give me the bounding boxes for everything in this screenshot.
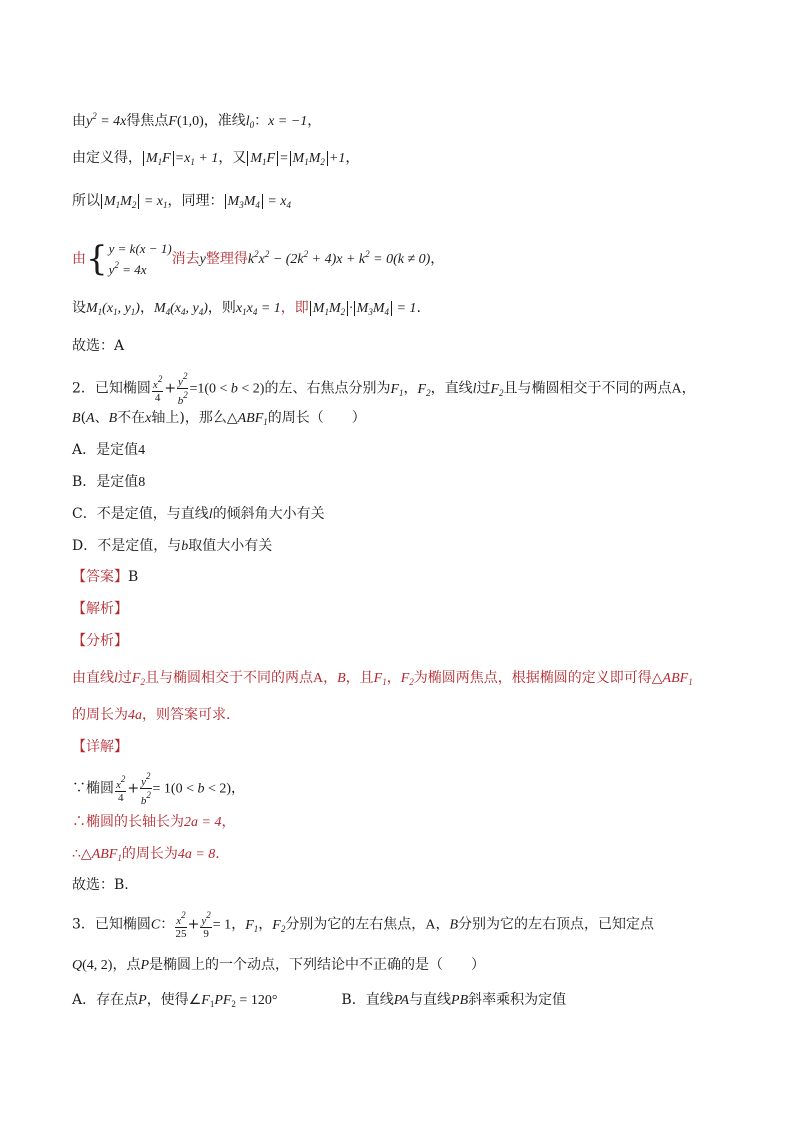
prev-line-focus-directrix: 由$y^2 = 4x$得焦点F(1,0)，准线$l_0$：x = −1， [72, 111, 322, 130]
prev-line-therefore: 所以 $M_1M_2 = x_1$，同理： $M_3M_4 = x_4$ [72, 193, 292, 210]
prev-line-points: 设$M_1(x_1$, $y_1$)，$M_4(x_4$, $y_4$)，则$x_1x_4 = 1$，即 $M_1M_2 \cdot M_3M_4 = 1$. [72, 300, 421, 317]
q2-detail-tag: 【详解】 [72, 739, 128, 755]
equation-system: { y = k(x − 1) $y^2 = 4x$ [86, 239, 172, 279]
q2-analysis-tag: 【解析】 [72, 601, 128, 617]
q2-option-a[interactable]: A．是定值4 [72, 442, 146, 458]
q2-option-c[interactable]: C．不是定值，与直线l的倾斜角大小有关 [72, 506, 325, 522]
q2-fenxi-tag: 【分析】 [72, 633, 128, 649]
prev-line-system: 由 { y = k(x − 1) $y^2 = 4x$ 消去y整理得$k^2x^2 - (2k^2 + 4)x + k^2 = 0(k \ne 0)$， [72, 239, 445, 279]
q2-detail-line1: ∵椭圆 $\frac{x^2}{4}$ + $\frac{y^2}{b^2}$ = 1(0 < b < 2)， [72, 771, 246, 807]
q2-stem-line1: 2．已知椭圆 $\frac{x^2}{4}$ + $\frac{y^2}{b^2}$ =1(0 < b < 2)的左、右焦点分别为$F_1$，$F_2$，直线l过$F_2$且与椭圆相交于不同的两点A， [72, 371, 696, 407]
q2-fenxi-line1: 由直线l过$F_2$且与椭圆相交于不同的两点A，B，且$F_1$，$F_2$为椭圆两焦点，根据椭圆的定义即可得$\triangle ABF_1$ [72, 670, 693, 687]
q2-detail-line3: $\therefore\triangle ABF_1$的周长为4a = 8. [72, 846, 220, 863]
q3-stem-line2: Q(4, 2)，点P是椭圆上的一个动点，下列结论中不正确的是（ ） [72, 957, 486, 973]
q2-answer: 【答案】B [72, 569, 139, 585]
q3-option-b[interactable]: B．直线PA与直线PB斜率乘积为定值 [341, 992, 567, 1008]
q2-detail-line2: ∴椭圆的长轴长为2a = 4， [72, 814, 236, 830]
q2-fenxi-line2: 的周长为4a，则答案可求. [72, 707, 231, 723]
q2-stem-line2: B(A、B不在x轴上)，那么$\triangle ABF_1$的周长（ ） [72, 410, 366, 427]
q2-option-d[interactable]: D．不是定值，与b取值大小有关 [72, 538, 273, 554]
q2-option-b[interactable]: B．是定值8 [72, 474, 146, 490]
q3-options-row [72, 990, 566, 1014]
q3-option-a[interactable]: A．存在点P，使得$\angle F_1PF_2 = 120^\circ$ [72, 992, 278, 1009]
prev-answer: 故选：A [72, 338, 125, 354]
q3-stem-line1: 3．已知椭圆C： $\frac{x^2}{25}$ + $\frac{y^2}{9}$ = 1，$F_1$，$F_2$分别为它的左右焦点，A，B分别为它的左右顶点，已知定点 [72, 910, 654, 940]
prev-line-definition: 由定义得， $M_1F =x_1 + 1$，又 $M_1F = M_1M_2 +1$， [72, 150, 360, 167]
q2-final-answer: 故选：B. [72, 877, 129, 893]
